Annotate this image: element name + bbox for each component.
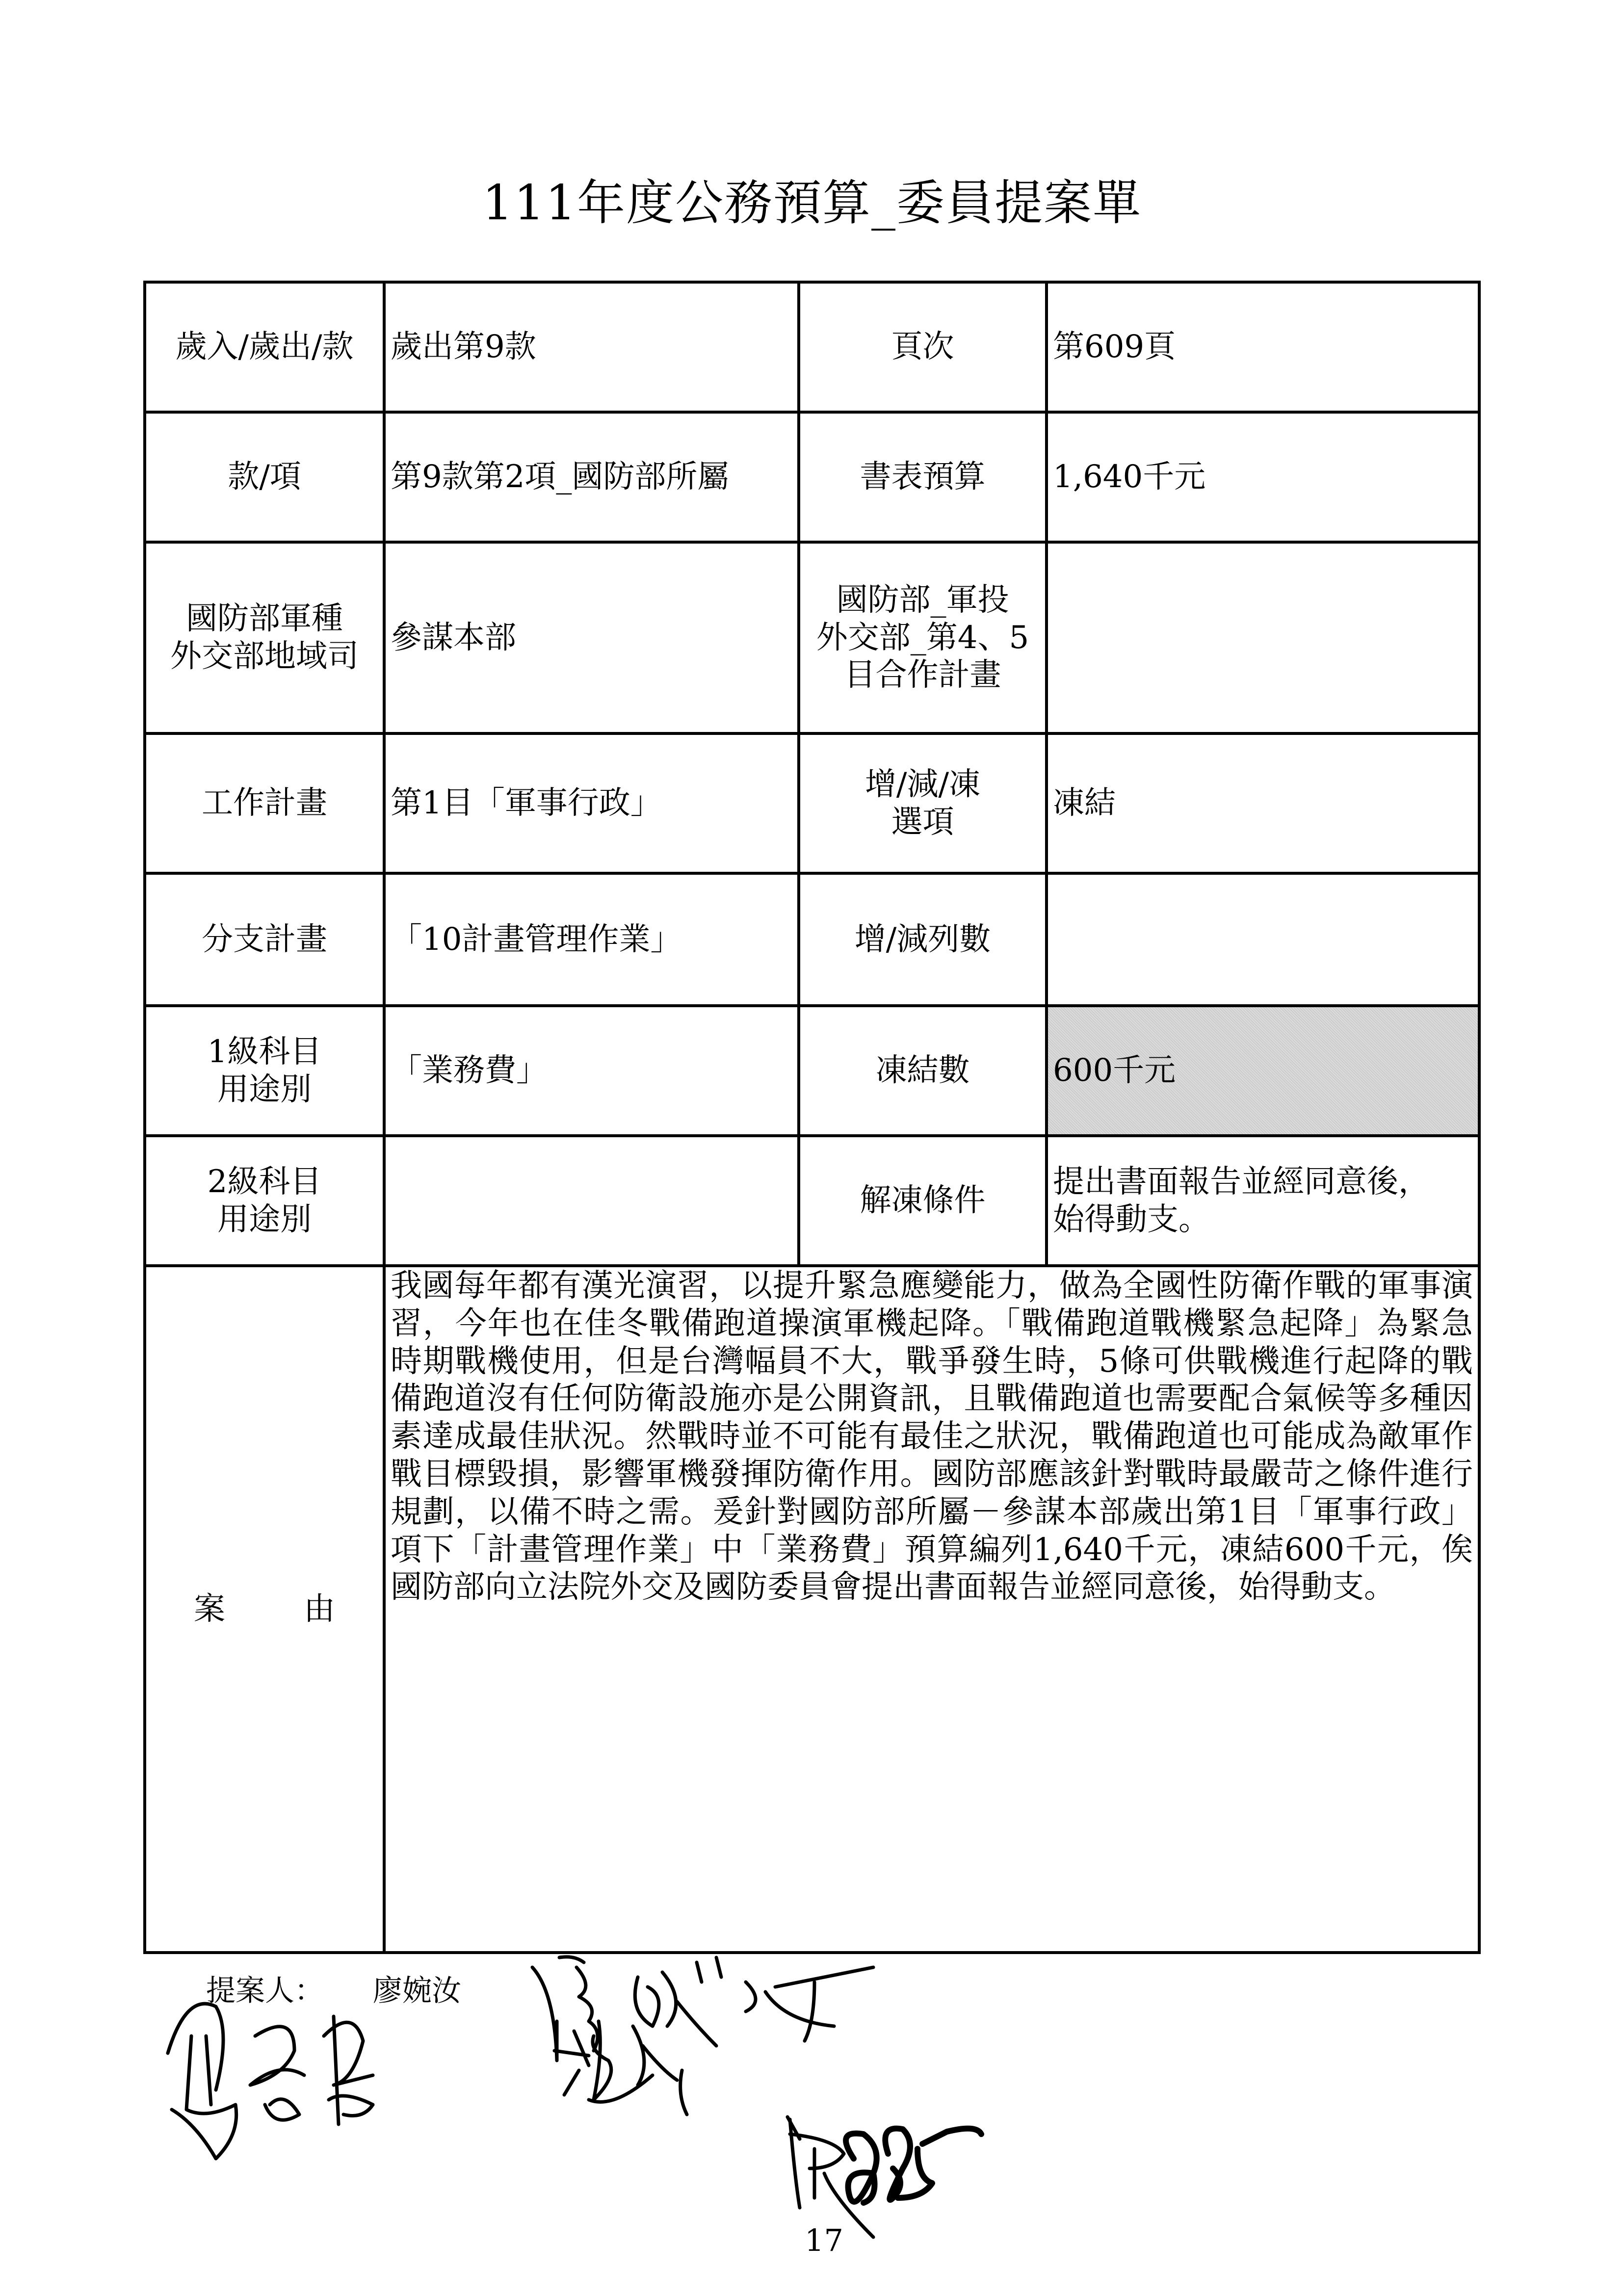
value-frozen-amount: 600千元: [1047, 1006, 1479, 1136]
label-page: 頁次: [799, 282, 1047, 412]
reason-label-char-1: 案: [194, 1591, 225, 1627]
value-agency: 參謀本部: [384, 542, 799, 733]
label-account-item: 款/項: [145, 412, 384, 542]
label-unfreeze-condition: 解凍條件: [799, 1136, 1047, 1266]
label-level2-category: 2級科目 用途別: [145, 1136, 384, 1266]
label-work-plan: 工作計畫: [145, 733, 384, 873]
label-change-amount: 增/減列數: [799, 873, 1047, 1006]
handwritten-number-885: [846, 2129, 981, 2203]
label-agency: 國防部軍種 外交部地域司: [145, 542, 384, 733]
value-budget-amount: 1,640千元: [1047, 412, 1479, 542]
reason-label-char-2: 由: [304, 1591, 335, 1627]
page-number: 17: [805, 2222, 843, 2258]
label-action-option: 增/減/凍 選項: [799, 733, 1047, 873]
signature-3: [554, 2021, 873, 2237]
label-level1-category: 1級科目 用途別: [145, 1006, 384, 1136]
proposer-name: 廖婉汝: [373, 1974, 461, 2008]
label-sub-plan: 分支計畫: [145, 873, 384, 1006]
signature-2: [168, 2004, 373, 2159]
proposer-label: 提案人：: [206, 1974, 324, 2008]
value-level1-category: 「業務費」: [384, 1006, 799, 1136]
value-unfreeze-condition: 提出書面報告並經同意後， 始得動支。: [1047, 1136, 1479, 1266]
signature-1: [532, 1957, 873, 2061]
value-work-plan: 第1目「軍事行政」: [384, 733, 799, 873]
value-page: 第609頁: [1047, 282, 1479, 412]
label-budget-amount: 書表預算: [799, 412, 1047, 542]
value-revenue-expense-account: 歲出第9款: [384, 282, 799, 412]
label-cooperation-plan: 國防部_軍投 外交部_第4、5 目合作計畫: [799, 542, 1047, 733]
label-revenue-expense-account: 歲入/歲出/款: [145, 282, 384, 412]
value-reason-text: 我國每年都有漢光演習，以提升緊急應變能力，做為全國性防衛作戰的軍事演習，今年也在佳冬戰備跑道操演軍機起降。「戰備跑道戰機緊急起降」為緊急時期戰機使用，但是台灣幅員不大，戰爭發生時，5條可供戰機進行起降的戰備跑道沒有任何防衛設施亦是公開資訊，且戰備跑道也需要配合氣候等多種因素達成最佳狀況。然戰時並不可能有最佳之狀況，戰備跑道也可能成為敵軍作戰目標毀損，影響軍機發揮防衛作用。國防部應該針對戰時最嚴苛之條件進行規劃，以備不時之需。爰針對國防部所屬－參謀本部歲出第1目「軍事行政」項下「計畫管理作業」中「業務費」預算編列1,640千元，凍結600千元，俟國防部向立法院外交及國防委員會提出書面報告並經同意後，始得動支。: [384, 1266, 1479, 1953]
value-action-option: 凍結: [1047, 733, 1479, 873]
value-sub-plan: 「10計畫管理作業」: [384, 873, 799, 1006]
document-title: 111年度公務預算_委員提案單: [482, 175, 1142, 231]
value-account-item: 第9款第2項_國防部所屬: [384, 412, 799, 542]
label-frozen-amount: 凍結數: [799, 1006, 1047, 1136]
